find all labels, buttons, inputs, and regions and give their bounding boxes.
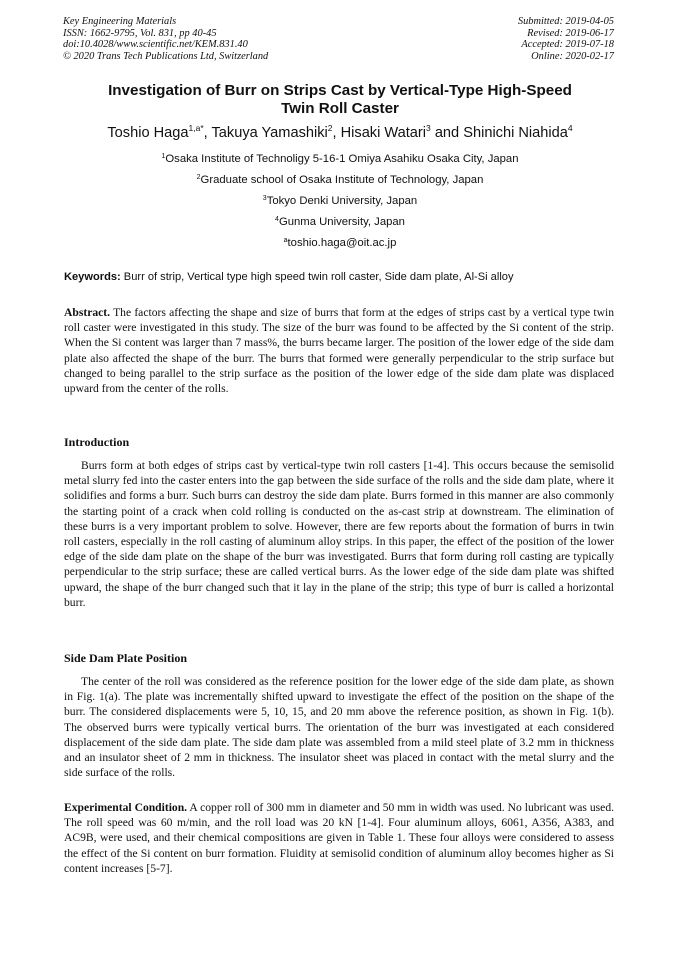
- affiliation-text: Tokyo Denki University, Japan: [266, 195, 418, 207]
- title-line-2: Twin Roll Caster: [281, 100, 399, 117]
- author-superscript: 2: [327, 123, 333, 133]
- affiliation-mark: 4: [275, 216, 279, 223]
- side-dam-heading: Side Dam Plate Position: [64, 651, 187, 665]
- experimental-condition: [64, 800, 614, 876]
- affiliation-4: [60, 215, 620, 229]
- doi-line: doi:10.4028/www.scientific.net/KEM.831.40: [63, 39, 248, 51]
- author-superscript: 1,a*: [188, 123, 204, 133]
- affiliation-mark: 3: [262, 195, 267, 202]
- affiliation-text: Gunma University, Japan: [278, 216, 405, 228]
- submitted-date: Submitted: 2019-04-05: [517, 16, 614, 27]
- publication-dates: [518, 16, 614, 62]
- accepted-date: Accepted: 2019-07-18: [521, 39, 614, 51]
- keywords-text: Burr of strip, Vertical type high speed twin roll caster, Side dam plate, Al-Si alloy: [120, 271, 514, 283]
- author-name: Hisaki Watari: [340, 125, 427, 141]
- affiliation-1: [60, 152, 620, 166]
- author-superscript: 4: [567, 123, 573, 133]
- author-name: Toshio Haga: [107, 125, 189, 141]
- author-superscript: 3: [426, 123, 431, 133]
- copyright-line: © 2020 Trans Tech Publications Ltd, Switzerland: [63, 50, 269, 62]
- affiliation-mark: 2: [196, 174, 201, 181]
- issn-line: ISSN: 1662-9795, Vol. 831, pp 40-45: [63, 27, 217, 39]
- title-line-1: Investigation of Burr on Strips Cast by Vertical-Type High-Speed: [108, 82, 572, 99]
- author-name: Shinichi Niahida: [463, 125, 568, 141]
- revised-date: Revised: 2019-06-17: [527, 27, 614, 39]
- email-text: toshio.haga@oit.ac.jp: [287, 237, 397, 249]
- online-date: Online: 2020-02-17: [531, 50, 614, 62]
- paper-title: [60, 82, 620, 118]
- keywords-label: Keywords:: [64, 271, 121, 283]
- journal-info: [63, 16, 268, 62]
- experimental-label: Experimental Condition.: [64, 801, 188, 814]
- experimental-text: A copper roll of 300 mm in diameter and 50 mm in width was used. No lubricant was used. The roll speed was 60 m/min, and the roll load was 20 kN [1-4]. Four aluminum alloys, 6061, A356, A383, and AC9B, were used, and their chemical compositions are given in Table 1. These four alloys were considered to assess the effect of the Si content on burr formation. Fluidity at semisolid condition of aluminum alloy becomes higher as Si content increases [5-7].: [64, 801, 615, 875]
- author-separator: ,: [203, 125, 212, 141]
- keywords: [64, 270, 624, 284]
- affiliation-text: Graduate school of Osaka Institute of Technology, Japan: [200, 174, 484, 186]
- author-separator: and: [430, 125, 464, 141]
- author-name: Takuya Yamashiki: [211, 125, 328, 141]
- affiliation-2: [60, 173, 620, 187]
- affiliation-mark: a: [283, 237, 288, 244]
- affiliation-text: Osaka Institute of Technoligy 5-16-1 Omiya Asahiku Osaka City, Japan: [165, 153, 519, 165]
- abstract-label: Abstract.: [64, 306, 111, 319]
- abstract: [64, 305, 614, 396]
- side-dam-body: The center of the roll was considered as the reference position for the lower edge of the side dam plate, as shown in Fig. 1(a). The plate was incrementally shifted upward to investigate the effect of the position on the shape of the burr. The considered displacements were 5, 10, 15, and 20 mm above the reference position, as shown in Fig. 1(b). The observed burrs were typically vertical burrs. The orientation of the burr was investigated at each considered displacement of the side dam plate. The side dam plate was assembled from a mild steel plate of 3.2 mm in thickness and an insulator sheet of 2 mm in thickness. The insulator sheet was placed in contact with the metal slurry and the side surface of the rolls.: [64, 675, 614, 780]
- author-list: [40, 124, 640, 142]
- introduction-body: Burrs form at both edges of strips cast by vertical-type twin roll casters [1-4]. This occurs because the semisolid metal slurry fed into the caster enters into the gap between the side surface of the rolls and the side dam plate, where it solidifies and forms a burr. Such burrs can destroy the side dam plate. Burrs formed in this manner are also commonly the starting point of a crack when cold rolling is conducted on the as-cast strip at downstream. The elimination of these burrs is a very important problem to solve. However, there are few reports about the formation of burrs in twin roll casters, especially in the roll casting of aluminum alloy strips. In this paper, the effect of the position of the lower edge of the side dam plate on the shape of the burr was investigated. Burrs that form during roll casting are typically perpendicular to the strip surface; these are called vertical burrs. As the lower edge of the side dam plate was shifted upward, the shape of the burr changed such that it lay in the plane of the strip; this type of burr is called a horizontal burr.: [64, 459, 614, 609]
- corresponding-email: [60, 236, 620, 250]
- affiliation-3: [60, 194, 620, 208]
- journal-name: Key Engineering Materials: [63, 16, 177, 27]
- abstract-text: The factors affecting the shape and size of burrs that form at the edges of strips cast by a vertical type twin roll caster were investigated in this study. The size of the burr was found to be affected by the Si content of the strip. When the Si content was larger than 7 mass%, the burrs became larger. The position of the lower edge of the side dam plate also affected the shape of the burr. The burrs that formed were generally perpendicular to the strip surface but changed to being parallel to the strip surface as the position of the lower edge of the side dam plate was displaced upward from the center of the rolls.: [64, 306, 614, 396]
- affiliation-mark: 1: [161, 153, 166, 160]
- author-separator: ,: [332, 125, 341, 141]
- introduction-heading: Introduction: [64, 435, 130, 449]
